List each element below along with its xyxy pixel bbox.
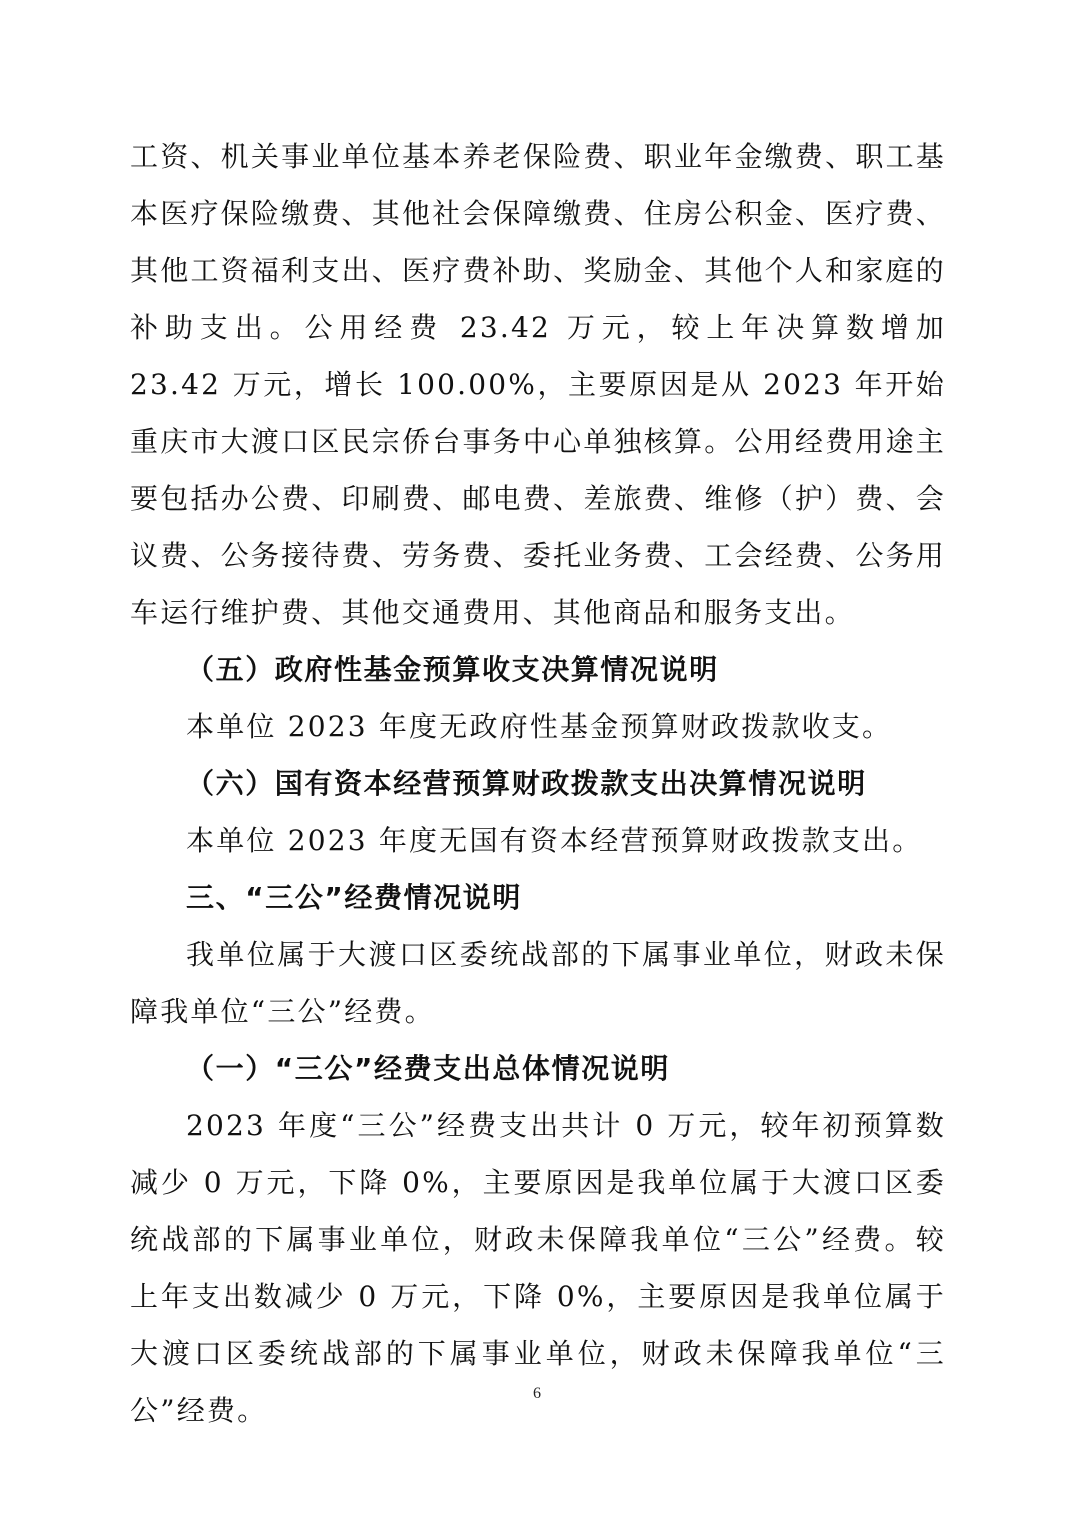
- heading-three-public-overall: （一）“三公”经费支出总体情况说明: [186, 1052, 671, 1085]
- document-body: [130, 128, 946, 1439]
- paragraph-three-public-expenses: 我单位属于大渡口区委统战部的下属事业单位，财政未保障我单位“三公”经费。: [130, 938, 946, 1028]
- heading-state-capital-budget: （六）国有资本经营预算财政拨款支出决算情况说明: [186, 767, 867, 800]
- page-number: 6: [533, 1385, 541, 1402]
- paragraph-state-capital-budget: 本单位 2023 年度无国有资本经营预算财政拨款支出。: [186, 824, 923, 857]
- heading-three-public-expenses: 三、“三公”经费情况说明: [186, 881, 523, 914]
- paragraph-three-public-overall: 2023 年度“三公”经费支出共计 0 万元，较年初预算数减少 0 万元，下降 0%，主要原因是我单位属于大渡口区委统战部的下属事业单位，财政未保障我单位“三公”经费。较上年支出数减少 0 万元，下降 0%，主要原因是我单位属于大渡口区委统战部的下属事业单位，财政未保障我单位“三公”经费。: [130, 1109, 946, 1427]
- paragraph-government-fund-budget: 本单位 2023 年度无政府性基金预算财政拨款收支。: [186, 710, 893, 743]
- heading-government-fund-budget: （五）政府性基金预算收支决算情况说明: [186, 653, 719, 686]
- paragraph-wage-and-public-expenses: 工资、机关事业单位基本养老保险费、职业年金缴费、职工基本医疗保险缴费、其他社会保障缴费、住房公积金、医疗费、其他工资福利支出、医疗费补助、奖励金、其他个人和家庭的补助支出。公用经费 23.42 万元，较上年决算数增加 23.42 万元，增长 100.00%，主要原因是从 2023 年开始重庆市大渡口区民宗侨台事务中心单独核算。公用经费用途主要包括办公费、印刷费、邮电费、差旅费、维修（护）费、会议费、公务接待费、劳务费、委托业务费、工会经费、公务用车运行维护费、其他交通费用、其他商品和服务支出。: [130, 140, 946, 629]
